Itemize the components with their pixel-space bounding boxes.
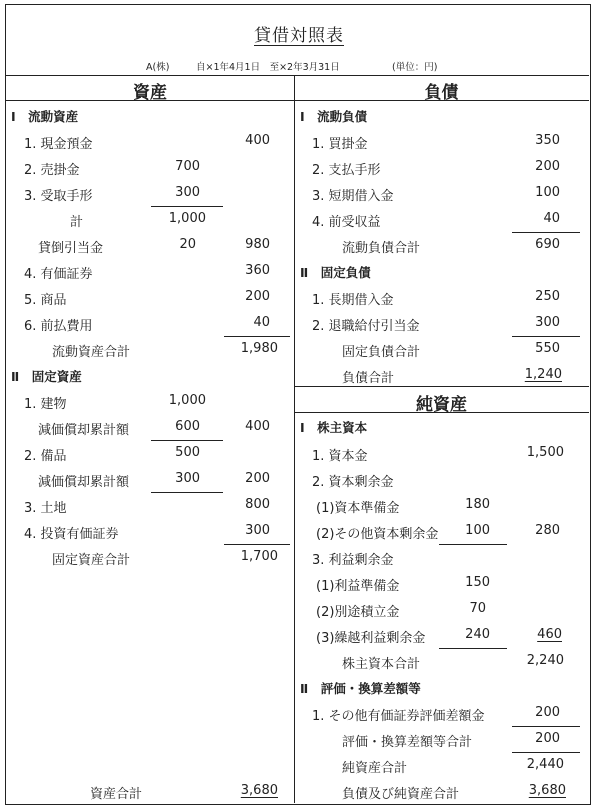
asset-allowance-sub: 20 (179, 237, 196, 252)
asset-investment-amount: 300 (245, 523, 270, 538)
asset-equipment-label: 2. 備品 (24, 449, 67, 464)
fixed-liabilities-total-label: 固定負債合計 (342, 345, 421, 360)
valuation-total-label: 評価・換算差額等合計 (342, 735, 473, 750)
assets-grand-total-label: 資産合計 (90, 787, 143, 802)
special-reserve-sub: 70 (469, 601, 486, 616)
valuation-item-label: 1. その他有価証券評価差額金 (312, 709, 485, 724)
asset-prepaid-label: 6. 前払費用 (24, 319, 93, 334)
liab-notes-amount: 200 (535, 159, 560, 174)
current-assets-total: 1,980 (240, 341, 278, 356)
asset-investment-label: 4. 投資有価証券 (24, 527, 119, 542)
subtotal-rule (439, 544, 507, 545)
subtotal-rule (151, 206, 223, 207)
equity-heading: Ⅰ 株主資本 (300, 420, 368, 435)
liabilities-total: 1,240 (524, 367, 562, 382)
asset-equipment-net: 200 (245, 471, 270, 486)
subtotal-rule (224, 336, 290, 337)
legal-reserve-label: (1)利益準備金 (316, 579, 400, 594)
liabilities-total-label: 負債合計 (342, 371, 395, 386)
current-liabilities-heading: Ⅰ 流動負債 (300, 109, 368, 124)
current-liabilities-total-label: 流動負債合計 (342, 241, 421, 256)
subtotal-rule (151, 492, 223, 493)
net-assets-total-label: 純資産合計 (342, 761, 408, 776)
subtotal-rule (512, 232, 580, 233)
liab-shortloan-amount: 100 (535, 185, 560, 200)
asset-allowance-amount: 980 (245, 237, 270, 252)
valuation-total: 200 (535, 731, 560, 746)
equity-total: 2,240 (526, 653, 564, 668)
capital-label: 1. 資本金 (312, 449, 368, 464)
capital-reserve-sub: 180 (465, 497, 490, 512)
liab-retirement-label: 2. 退職給付引当金 (312, 319, 420, 334)
asset-securities-amount: 360 (245, 263, 270, 278)
asset-prepaid-amount: 40 (253, 315, 270, 330)
assets-grand-total: 3,680 (240, 783, 278, 798)
net-assets-top-divider (294, 386, 589, 387)
current-assets-heading: Ⅰ 流動資産 (11, 109, 79, 124)
assets-heading: 資産 (133, 83, 167, 103)
company-name: A(株) (146, 62, 170, 73)
unappropriated-sub: 240 (465, 627, 490, 642)
liabilities-and-net-assets-total: 3,680 (528, 783, 566, 798)
current-liabilities-total: 690 (535, 237, 560, 252)
legal-reserve-sub: 150 (465, 575, 490, 590)
subtotal-rule (512, 726, 580, 727)
liab-shortloan-label: 3. 短期借入金 (312, 189, 394, 204)
asset-equipment-sub: 500 (175, 445, 200, 460)
asset-building-depr-sub: 600 (175, 419, 200, 434)
fixed-assets-total: 1,700 (240, 549, 278, 564)
net-assets-total: 2,440 (526, 757, 564, 772)
asset-merch-amount: 200 (245, 289, 270, 304)
subtotal-rule (439, 648, 507, 649)
asset-building-label: 1. 建物 (24, 397, 67, 412)
special-reserve-label: (2)別途積立金 (316, 605, 400, 620)
asset-building-sub: 1,000 (168, 393, 206, 408)
asset-equipment-depr-label: 減価償却累計額 (38, 475, 130, 490)
equity-total-label: 株主資本合計 (342, 657, 421, 672)
fixed-assets-heading: Ⅱ 固定資産 (11, 369, 82, 384)
asset-cash-amount: 400 (245, 133, 270, 148)
other-capital-surplus-label: (2)その他資本剰余金 (316, 527, 439, 542)
asset-allowance-label: 貸倒引当金 (38, 241, 104, 256)
asset-receivable-label: 2. 売掛金 (24, 163, 80, 178)
asset-subtotal-sub: 1,000 (168, 211, 206, 226)
period: 自×1年4月1日 至×2年3月31日 (196, 62, 340, 73)
capital-surplus-label: 2. 資本剰余金 (312, 475, 394, 490)
asset-building-net: 400 (245, 419, 270, 434)
fixed-assets-total-label: 固定資産合計 (52, 553, 131, 568)
liab-longloan-amount: 250 (535, 289, 560, 304)
valuation-item-amount: 200 (535, 705, 560, 720)
liab-unearned-amount: 40 (543, 211, 560, 226)
capital-amount: 1,500 (526, 445, 564, 460)
retained-earnings-label: 3. 利益剰余金 (312, 553, 394, 568)
other-capital-surplus-sub: 100 (465, 523, 490, 538)
asset-building-depr-label: 減価償却累計額 (38, 423, 130, 438)
asset-securities-label: 4. 有価証券 (24, 267, 93, 282)
fixed-liabilities-total: 550 (535, 341, 560, 356)
asset-notes-sub: 300 (175, 185, 200, 200)
capital-surplus-total: 280 (535, 523, 560, 538)
asset-cash-label: 1. 現金預金 (24, 137, 93, 152)
subtotal-rule (512, 336, 580, 337)
capital-reserve-label: (1)資本準備金 (316, 501, 400, 516)
asset-receivable-sub: 700 (175, 159, 200, 174)
valuation-heading: Ⅱ 評価・換算差額等 (300, 681, 421, 696)
header-divider (6, 75, 589, 76)
net-assets-heading: 純資産 (416, 395, 467, 415)
asset-notes-label: 3. 受取手形 (24, 189, 93, 204)
balance-sheet (5, 4, 591, 805)
fixed-liabilities-heading: Ⅱ 固定負債 (300, 265, 371, 280)
liabilities-heading: 負債 (424, 83, 459, 103)
asset-subtotal-label: 計 (70, 215, 84, 230)
asset-land-label: 3. 土地 (24, 501, 67, 516)
liab-longloan-label: 1. 長期借入金 (312, 293, 394, 308)
subtotal-rule (151, 440, 223, 441)
retained-earnings-total: 460 (537, 627, 562, 642)
liab-notes-label: 2. 支払手形 (312, 163, 381, 178)
liab-payable-amount: 350 (535, 133, 560, 148)
liab-retirement-amount: 300 (535, 315, 560, 330)
liab-unearned-label: 4. 前受収益 (312, 215, 381, 230)
asset-merch-label: 5. 商品 (24, 293, 67, 308)
center-divider (294, 75, 295, 803)
unit-note: (単位：円) (392, 62, 438, 73)
asset-land-amount: 800 (245, 497, 270, 512)
subtotal-rule (512, 752, 580, 753)
liabilities-and-net-assets-total-label: 負債及び純資産合計 (342, 787, 460, 802)
liab-payable-label: 1. 買掛金 (312, 137, 368, 152)
unappropriated-label: (3)繰越利益剰余金 (316, 631, 426, 646)
document-title: 貸借対照表 (254, 26, 344, 46)
current-assets-total-label: 流動資産合計 (52, 345, 131, 360)
asset-equipment-depr-sub: 300 (175, 471, 200, 486)
subtotal-rule (224, 544, 290, 545)
